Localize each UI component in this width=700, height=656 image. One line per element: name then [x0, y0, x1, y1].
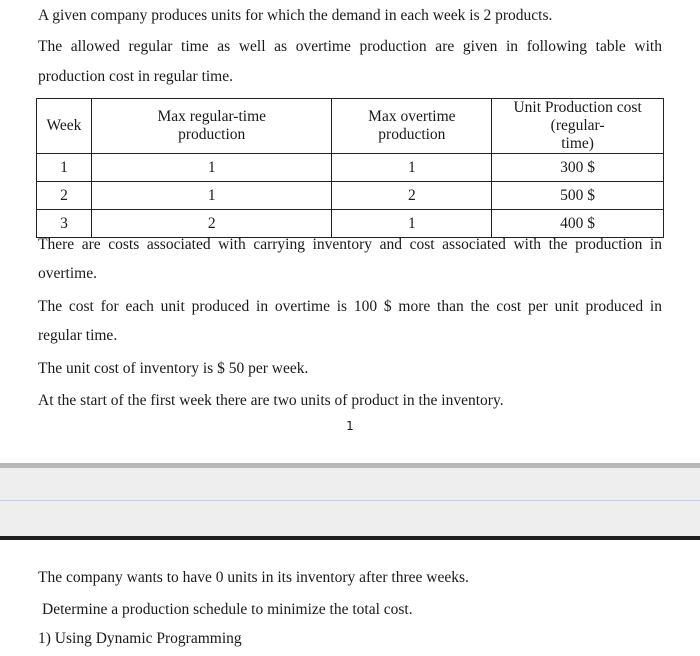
cell-unit-cost: 400 $ — [492, 210, 664, 238]
table-row — [37, 182, 664, 210]
cell-max-overtime: 1 — [332, 210, 492, 238]
header-max-overtime: Max overtime production — [332, 99, 492, 154]
page2-line-3: 1) Using Dynamic Programming — [38, 630, 242, 647]
cell-week: 3 — [37, 210, 92, 238]
paragraph-1-line-2: overtime. — [38, 265, 97, 282]
paragraph-2-line-1: The cost for each unit produced in overtime is 100 $ more than the cost per unit produced in — [38, 298, 662, 315]
cell-unit-cost: 500 $ — [492, 182, 664, 210]
document-page-2 — [0, 540, 700, 656]
production-table — [36, 98, 664, 238]
paragraph-1-line-1: There are costs associated with carrying inventory and cost associated with the production in — [38, 236, 662, 253]
cell-max-regular: 1 — [91, 182, 332, 210]
page-gap-divider — [0, 500, 700, 501]
header-week: Week — [37, 99, 92, 154]
cell-unit-cost: 300 $ — [492, 154, 664, 182]
paragraph-3: The unit cost of inventory is $ 50 per week. — [38, 360, 309, 377]
paragraph-4: At the start of the first week there are two units of product in the inventory. — [38, 392, 504, 409]
table-row — [37, 210, 664, 238]
page2-line-1: The company wants to have 0 units in its inventory after three weeks. — [38, 569, 469, 586]
header-max-regular: Max regular-time production — [91, 99, 332, 154]
table-header-row — [37, 99, 664, 154]
intro-line-2: The allowed regular time as well as overtime production are given in following table with — [38, 38, 662, 55]
paragraph-2-line-2: regular time. — [38, 327, 118, 344]
intro-line-3: production cost in regular time. — [38, 68, 233, 85]
page2-line-2: Determine a production schedule to minimize the total cost. — [42, 601, 413, 618]
intro-line-1: A given company produces units for which the demand in each week is 2 products. — [38, 7, 553, 24]
cell-max-overtime: 2 — [332, 182, 492, 210]
cell-week: 2 — [37, 182, 92, 210]
cell-max-regular: 2 — [91, 210, 332, 238]
header-unit-cost: Unit Production cost (regular- time) — [492, 99, 664, 154]
cell-max-regular: 1 — [91, 154, 332, 182]
page-gap — [0, 468, 700, 536]
cell-max-overtime: 1 — [332, 154, 492, 182]
table-row — [37, 154, 664, 182]
cell-week: 1 — [37, 154, 92, 182]
page-number: 1 — [346, 419, 354, 433]
